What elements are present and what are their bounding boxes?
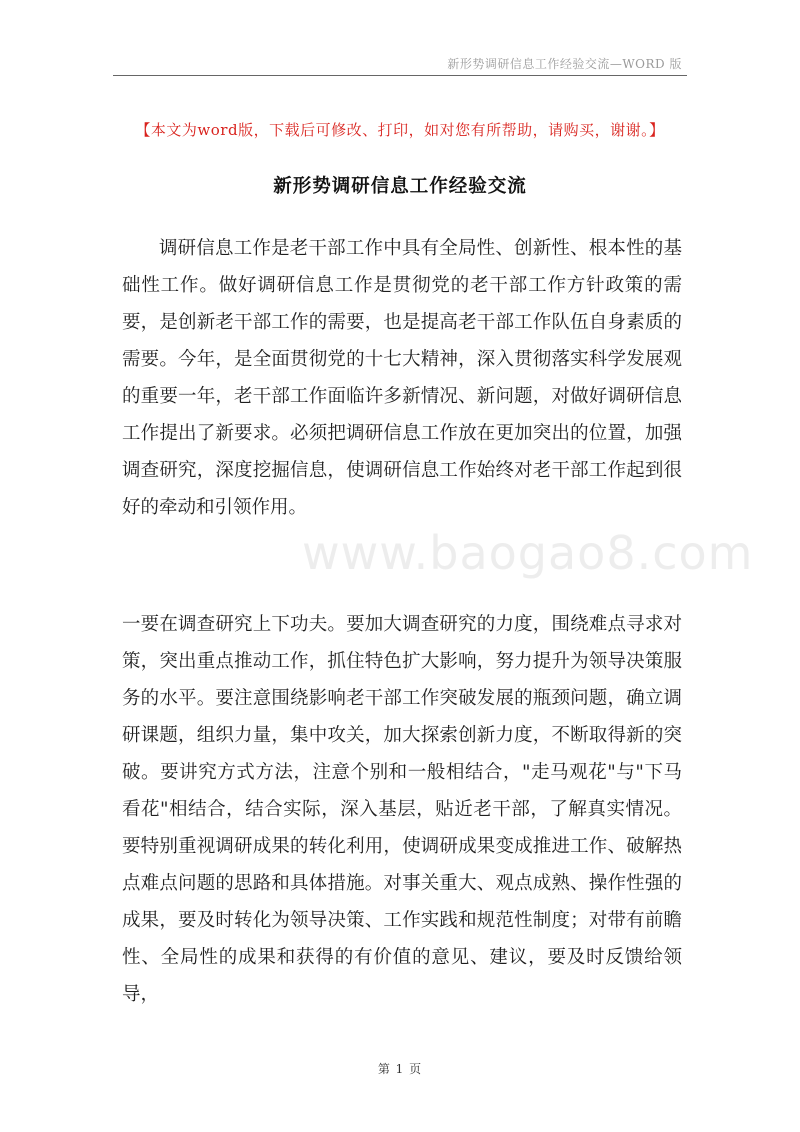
header-divider — [113, 75, 687, 76]
document-title: 新形势调研信息工作经验交流 — [273, 176, 527, 197]
body-paragraph: 调研信息工作是老干部工作中具有全局性、创新性、根本性的基础性工作。做好调研信息工作是贯彻党的老干部工作方针政策的需要，是创新老干部工作的需要，也是提高老干部工作队伍自身素质的需要。今年，是全面贯彻党的十七大精神，深入贯彻落实科学发展观的重要一年，老干部工作面临许多新情况、新问题，对做好调研信息工作提出了新要求。必须把调研信息工作放在更加突出的位置，加强调查研究，深度挖掘信息，使调研信息工作始终对老干部工作起到很好的牵动和引领作用。 — [122, 238, 682, 518]
download-notice: 【本文为word版，下载后可修改、打印，如对您有所帮助，请购买，谢谢。】 — [135, 121, 665, 139]
page-number: 第 1 页 — [377, 1062, 423, 1076]
watermark: www.baogao8.com — [302, 526, 754, 580]
body-paragraph: 一要在调查研究上下功夫。要加大调查研究的力度，围绕难点寻求对策，突出重点推动工作，抓住特色扩大影响，努力提升为领导决策服务的水平。要注意围绕影响老干部工作突破发展的瓶颈问题，确立调研课题，组织力量，集中攻关，加大探索创新力度，不断取得新的突破。要讲究方式方法，注意个别和一般相结合，"走马观花"与"下马看花"相结合，结合实际，深入基层，贴近老干部，了解真实情况。要特别重视调研成果的转化利用，使调研成果变成推进工作、破解热点难点问题的思路和具体措施。对事关重大、观点成熟、操作性强的成果，要及时转化为领导决策、工作实践和规范性制度；对带有前瞻性、全局性的成果和获得的有价值的意见、建议，要及时反馈给领导， — [122, 614, 682, 1005]
page-header-title: 新形势调研信息工作经验交流—WORD 版 — [447, 57, 682, 71]
